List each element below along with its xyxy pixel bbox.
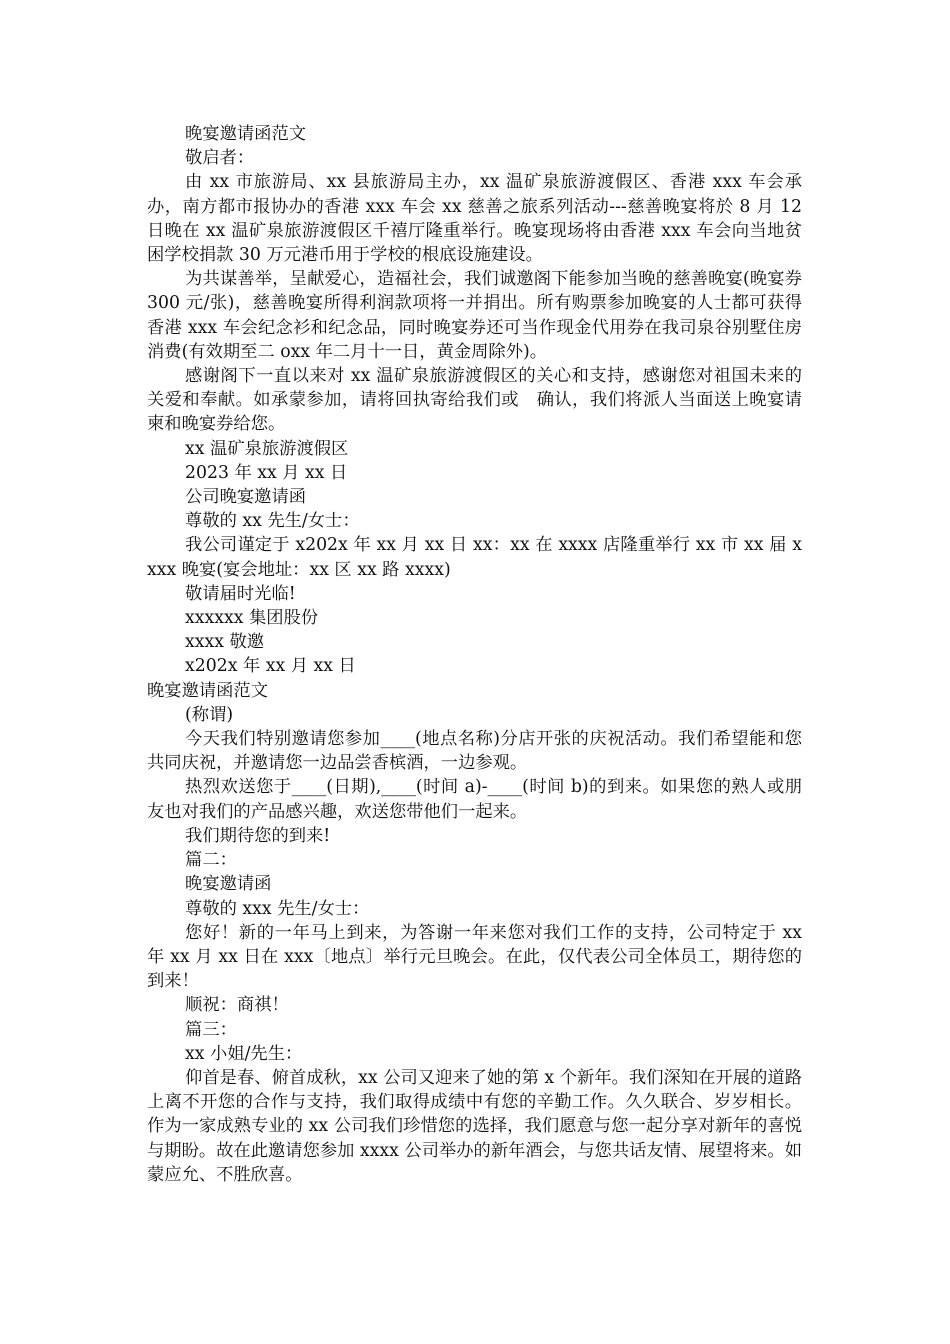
paragraph: 顺祝：商祺！	[185, 995, 289, 1016]
paragraph: 热烈欢送您于____(日期),____(时间 a)-____(时间 b)的到来。如果您的熟人或朋友也对我们的产品感兴趣，欢送您带他们一起来。	[147, 777, 802, 822]
paragraph: 敬启者：	[185, 148, 255, 169]
paragraph: 我公司谨定于 x202x 年 xx 月 xx 日 xx：xx 在 xxxx 店隆重举行 xx 市 xx 届 xxxx 晚宴(宴会地址：xx 区 xx 路 xxxx)	[147, 535, 802, 580]
paragraph: 我们期待您的到来!	[185, 825, 331, 846]
paragraph: 由 xx 市旅游局、xx 县旅游局主办，xx 温矿泉旅游渡假区、香港 xxx 车会承办，南方都市报协办的香港 xxx 车会 xx 慈善之旅系列活动---慈善晚宴将於 8 月 12 日晚在 xx 温矿泉旅游渡假区千禧厅隆重举行。晚宴现场将由香港 xxx 车会向当地贫困学校捐款 30 万元港币用于学校的根底设施建设。	[147, 172, 802, 266]
paragraph: x202x 年 xx 月 xx 日	[185, 656, 356, 677]
paragraph: 篇三：	[185, 1019, 237, 1040]
paragraph: 仰首是春、俯首成秋，xx 公司又迎来了她的第 x 个新年。我们深知在开展的道路上离不开您的合作与支持，我们取得成绩中有您的辛勤工作。久久联合、岁岁相长。作为一家成熟专业的 xx 公司我们珍惜您的选择，我们愿意与您一起分享对新年的喜悦与期盼。故在此邀请您参加 xxxx 公司举办的新年酒会，与您共话友情、展望将来。如蒙应允、不胜欣喜。	[147, 1067, 802, 1185]
paragraph: (称谓)	[185, 704, 234, 725]
paragraph: 公司晚宴邀请函	[185, 487, 307, 508]
paragraph: 2023 年 xx 月 xx 日	[185, 462, 348, 483]
paragraph: 篇二：	[185, 850, 237, 871]
paragraph: xx 小姐/先生：	[185, 1043, 303, 1064]
paragraph: 尊敬的 xxx 先生/女士：	[185, 898, 370, 919]
paragraph: xx 温矿泉旅游渡假区	[185, 438, 349, 459]
paragraph: 晚宴邀请函范文	[185, 124, 307, 144]
document-body	[147, 122, 802, 1187]
paragraph: 您好！新的一年马上到来，为答谢一年来您对我们工作的支持，公司特定于 xx 年 xx 月 xx 日在 xxx〔地点〕举行元旦晚会。在此，仅代表公司全体员工，期待您的到来！	[147, 922, 802, 992]
paragraph: 为共谋善举，呈献爱心，造福社会，我们诚邀阁下能参加当晚的慈善晚宴(晚宴券 300 元/张)，慈善晚宴所得利润款项将一并捐出。所有购票参加晚宴的人士都可获得香港 xxx 车会纪念衫和纪念品，同时晚宴券还可当作现金代用券在我司泉谷别墅住房消费(有效期至二 oxx 年二月十一日，黄金周除外)。	[147, 269, 802, 362]
paragraph: xxxx 敬邀	[185, 632, 265, 653]
paragraph: 晚宴邀请函	[185, 874, 272, 895]
paragraph: 感谢阁下一直以来对 xx 温矿泉旅游渡假区的关心和支持，感谢您对祖国未来的关爱和奉献。如承蒙参加，请将回执寄给我们或 确认，我们将派人当面送上晚宴请柬和晚宴券给您。	[147, 366, 802, 435]
paragraph: 晚宴邀请函范文	[147, 680, 268, 701]
paragraph: 敬请届时光临!	[185, 583, 296, 604]
paragraph: 今天我们特别邀请您参加____(地点名称)分店开张的庆祝活动。我们希望能和您共同庆祝，并邀请您一边品尝香槟酒，一边参观。	[147, 729, 802, 774]
paragraph: xxxxxx 集团股份	[185, 608, 319, 629]
paragraph: 尊敬的 xx 先生/女士：	[185, 511, 360, 532]
